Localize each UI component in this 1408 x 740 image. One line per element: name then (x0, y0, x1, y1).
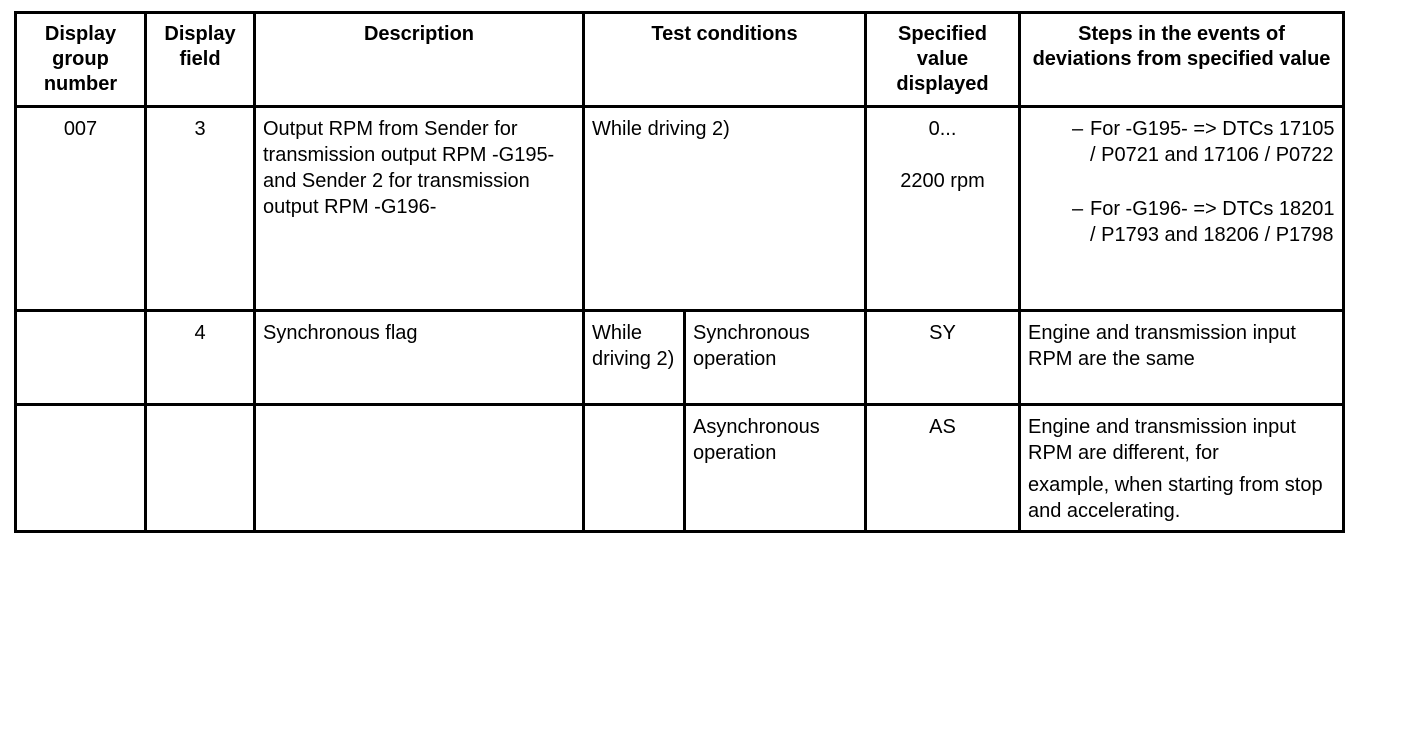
cell-condition: While driving 2) (584, 107, 866, 311)
cell-steps (1020, 107, 1344, 311)
dash-bullet: – (1072, 118, 1084, 140)
cell-description: Output RPM from Sender for transmission output RPM -G195- and Sender 2 for transmission output RPM -G196- (255, 107, 584, 311)
list-item (1072, 116, 1335, 168)
header-steps: Steps in the events of deviations from specified value (1020, 13, 1344, 107)
header-row (16, 13, 1344, 107)
spec-value-min: 0... (928, 118, 957, 140)
dash-bullet: – (1072, 198, 1084, 220)
header-description: Description (255, 13, 584, 107)
cell-group: 007 (16, 107, 146, 311)
cell-sub-condition: Synchronous operation (685, 311, 866, 405)
diagnostic-display-table (14, 11, 1345, 533)
step-text: For -G195- => DTCs 17105 / P0721 and 17106 / P0722 (1090, 118, 1335, 166)
cell-description: Synchronous flag (255, 311, 584, 405)
spec-value-max: 2200 rpm (900, 170, 985, 192)
header-specified-value: Specified value displayed (866, 13, 1020, 107)
cell-condition (584, 405, 685, 532)
header-test-conditions: Test conditions (584, 13, 866, 107)
cell-field: 4 (146, 311, 255, 405)
cell-steps (1020, 405, 1344, 532)
cell-field: 3 (146, 107, 255, 311)
table-row (16, 405, 1344, 532)
cell-group (16, 405, 146, 532)
cell-field (146, 405, 255, 532)
steps-list (1028, 116, 1335, 248)
cell-sub-condition: Asynchronous operation (685, 405, 866, 532)
list-item (1072, 196, 1335, 248)
header-display-field: Display field (146, 13, 255, 107)
cell-steps: Engine and transmission input RPM are the same (1020, 311, 1344, 405)
cell-group (16, 311, 146, 405)
table-row (16, 311, 1344, 405)
cell-spec (866, 107, 1020, 311)
step-text: For -G196- => DTCs 18201 / P1793 and 18206 / P1798 (1090, 198, 1335, 246)
table-row (16, 107, 1344, 311)
cell-spec: AS (866, 405, 1020, 532)
steps-text-line1: Engine and transmission input RPM are different, for (1028, 416, 1296, 464)
cell-spec: SY (866, 311, 1020, 405)
steps-text-line2: example, when starting from stop and accelerating. (1028, 474, 1323, 522)
cell-description (255, 405, 584, 532)
header-display-group-number: Display group number (16, 13, 146, 107)
cell-condition: While driving 2) (584, 311, 685, 405)
